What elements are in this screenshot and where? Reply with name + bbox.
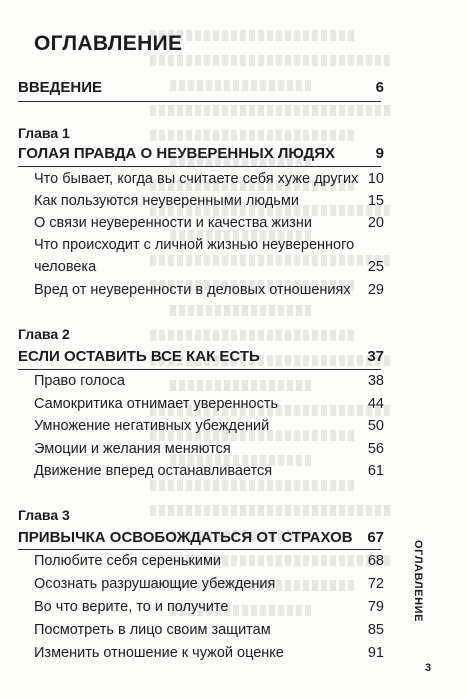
entry-page: 6	[375, 79, 384, 96]
entry-title: Самокритика отнимает уверенность	[34, 396, 279, 412]
entry-title: Эмоции и желания меняются	[34, 441, 231, 457]
entry-page: 91	[367, 645, 384, 661]
chapter-label: Глава 1	[18, 125, 70, 141]
entry-page: 29	[367, 282, 384, 298]
entry-page: 9	[375, 145, 384, 162]
running-head-text: ОГЛАВЛЕНИЕ	[412, 540, 424, 623]
entry-page: 37	[367, 348, 384, 365]
entry-title: Что происходит с личной жизнью неуверенного	[34, 237, 355, 253]
toc-title: ОГЛАВЛЕНИЕ	[34, 32, 183, 55]
entry-title: Как пользуются неуверенными людьми	[34, 193, 299, 209]
running-head	[408, 540, 426, 630]
entry-page: 79	[367, 599, 384, 615]
entry-title: Изменить отношение к чужой оценке	[34, 645, 284, 661]
entry-page: 20	[367, 215, 384, 231]
entry-title: ПРИВЫЧКА ОСВОБОЖДАТЬСЯ ОТ СТРАХОВ	[18, 529, 353, 546]
divider	[18, 101, 381, 102]
entry-page: 10	[367, 171, 384, 187]
entry-page: 56	[367, 441, 384, 457]
entry-title: Что бывает, когда вы считаете себя хуже других	[34, 171, 359, 187]
chapter-label: Глава 2	[18, 326, 70, 342]
entry-page: 38	[367, 373, 384, 389]
entry-title: Вред от неуверенности в деловых отношениях	[34, 282, 351, 298]
entry-page: 44	[367, 396, 384, 412]
entry-title: О связи неуверенности и качества жизни	[34, 215, 312, 231]
entry-title: Посмотреть в лицо своим защитам	[34, 622, 271, 638]
entry-title: ВВЕДЕНИЕ	[18, 79, 102, 96]
entry-page: 50	[367, 418, 384, 434]
entry-page: 25	[367, 259, 384, 275]
entry-title: Во что верите, то и получите	[34, 599, 229, 615]
entry-page: 68	[367, 553, 384, 569]
divider	[18, 166, 381, 167]
entry-title: Умножение негативных убеждений	[34, 418, 270, 434]
entry-title: Движение вперед останавливается	[34, 463, 273, 479]
entry-page: 67	[367, 529, 384, 546]
entry-title: Право голоса	[34, 373, 125, 389]
entry-title: Полюбите себя серенькими	[34, 553, 222, 569]
entry-title: ЕСЛИ ОСТАВИТЬ ВСЕ КАК ЕСТЬ	[18, 348, 260, 365]
divider	[18, 549, 381, 550]
entry-title: Осознать разрушающие убеждения	[34, 576, 276, 592]
entry-title: человека	[34, 259, 97, 275]
entry-page: 85	[367, 622, 384, 638]
entry-page: 72	[367, 576, 384, 592]
entry-title: ГОЛАЯ ПРАВДА О НЕУВЕРЕННЫХ ЛЮДЯХ	[18, 145, 335, 162]
page-number: 3	[425, 662, 432, 674]
chapter-label: Глава 3	[18, 507, 70, 523]
entry-page: 15	[367, 193, 384, 209]
divider	[18, 369, 381, 370]
entry-page: 61	[367, 463, 384, 479]
